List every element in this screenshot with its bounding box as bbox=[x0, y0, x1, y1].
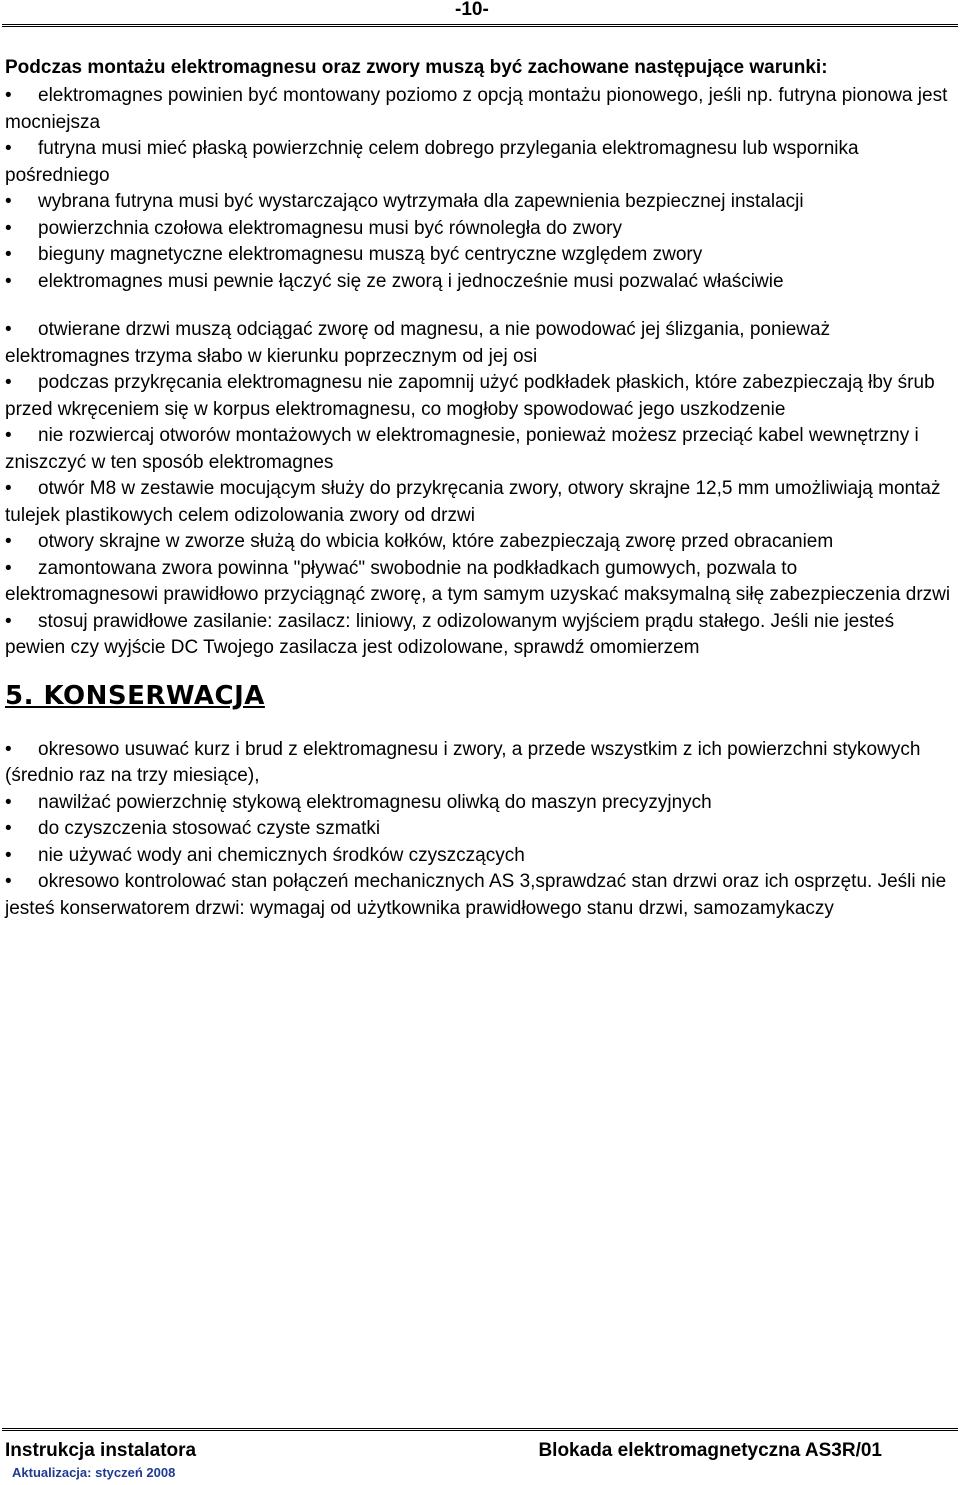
paragraph-gap bbox=[5, 295, 953, 317]
list-item-text: otwór M8 w zestawie mocującym służy do przykręcania zwory, otwory skrajne 12,5 mm umożliwiają montaż tulejek plastikowych celem odizolowania zwory od drzwi bbox=[5, 478, 941, 526]
list-item-text: do czyszczenia stosować czyste szmatki bbox=[38, 818, 381, 839]
list-item bbox=[5, 370, 953, 423]
list-item-text: okresowo usuwać kurz i brud z elektromagnesu i zwory, a przede wszystkim z ich powierzchni stykowych (średnio raz na trzy miesiące), bbox=[5, 738, 921, 786]
bullet-icon: • bbox=[5, 372, 12, 393]
list-item bbox=[5, 189, 953, 216]
bullet-icon: • bbox=[5, 244, 12, 265]
list-item-text: elektromagnes musi pewnie łączyć się ze zworą i jednocześnie musi pozwalać właściwie bbox=[38, 270, 784, 292]
bullet-icon: • bbox=[5, 217, 12, 239]
bullet-icon: • bbox=[5, 791, 12, 813]
footer-document-title: Instrukcja instalatora bbox=[5, 1440, 197, 1461]
intro-heading: Podczas montażu elektromagnesu oraz zwory muszą być zachowane następujące warunki: bbox=[5, 57, 828, 78]
list-item-text: elektromagnes powinien być montowany poziomo z opcją montażu pionowego, jeśli np. futryna pionowa jest mocniejsza bbox=[5, 85, 948, 133]
list-item-text: powierzchnia czołowa elektromagnesu musi być równoległa do zwory bbox=[38, 217, 622, 239]
list-item-text: stosuj prawidłowe zasilanie: zasilacz: liniowy, z odizolowanym wyjściem prądu stałego. Jeśli nie jesteś pewien czy wyjście DC Twojego zasilacza jest odizolowane, sprawdź omomierzem bbox=[5, 610, 895, 658]
header-divider bbox=[2, 24, 958, 27]
list-item-text: nawilżać powierzchnię stykową elektromagnesu oliwką do maszyn precyzyjnych bbox=[38, 791, 712, 813]
list-item-text: podczas przykręcania elektromagnesu nie zapomnij użyć podkładek płaskich, które zabezpieczają łby śrub przed wkręceniem się w korpus elektromagnesu, co mogłoby spowodować jego uszkodzenie bbox=[5, 372, 935, 420]
list-item bbox=[5, 737, 953, 790]
bullet-icon: • bbox=[5, 191, 12, 212]
list-item bbox=[5, 609, 953, 662]
list-item bbox=[5, 843, 953, 870]
list-item-text: zamontowana zwora powinna "pływać" swobodnie na podkładkach gumowych, pozwala to elektromagnesowi prawidłowo przyciągnąć zworę, a tym samym uzyskać maksymalną siłę zabezpieczenia drzwi bbox=[5, 557, 951, 605]
list-item-text: wybrana futryna musi być wystarczająco wytrzymała dla zapewnienia bezpiecznej instalacji bbox=[38, 191, 804, 212]
list-item bbox=[5, 269, 953, 296]
list-item bbox=[5, 869, 953, 922]
list-item-text: okresowo kontrolować stan połączeń mechanicznych AS 3,sprawdzać stan drzwi oraz ich osprzętu. Jeśli nie jesteś konserwatorem drzwi: wymagaj od użytkownika prawidłowego stanu drzwi, samozamykaczy bbox=[5, 871, 947, 919]
footer-product-name: Blokada elektromagnetyczna AS3R/01 bbox=[538, 1440, 882, 1461]
document-body bbox=[5, 55, 953, 922]
list-item bbox=[5, 216, 953, 243]
intro-list bbox=[5, 83, 953, 295]
bullet-icon: • bbox=[5, 844, 12, 866]
bullet-icon: • bbox=[5, 85, 12, 106]
list-item bbox=[5, 136, 953, 189]
bullet-icon: • bbox=[5, 818, 12, 839]
list-item bbox=[5, 529, 953, 556]
bullet-icon: • bbox=[5, 871, 12, 892]
list-item-text: nie rozwiercaj otworów montażowych w elektromagnesie, ponieważ możesz przeciąć kabel wewnętrzny i zniszczyć w ten sposób elektromagnes bbox=[5, 425, 919, 473]
list-item bbox=[5, 790, 953, 817]
footer-divider bbox=[2, 1428, 958, 1431]
bullet-icon: • bbox=[5, 425, 12, 446]
list-item-text: otwory skrajne w zworze służą do wbicia kołków, które zabezpieczają zworę przed obracaniem bbox=[38, 531, 834, 552]
bullet-icon: • bbox=[5, 270, 12, 292]
footer-update-date: Aktualizacja: styczeń 2008 bbox=[12, 1465, 176, 1480]
list-item-text: nie używać wody ani chemicznych środków czyszczących bbox=[38, 844, 525, 866]
list-item bbox=[5, 816, 953, 843]
list-item bbox=[5, 476, 953, 529]
list-item-text: bieguny magnetyczne elektromagnesu muszą być centryczne względem zwory bbox=[38, 244, 703, 265]
intro-list-continued bbox=[5, 317, 953, 662]
list-item bbox=[5, 83, 953, 136]
list-item bbox=[5, 423, 953, 476]
list-item bbox=[5, 317, 953, 370]
bullet-icon: • bbox=[5, 478, 12, 499]
list-item bbox=[5, 556, 953, 609]
list-item-text: futryna musi mieć płaską powierzchnię celem dobrego przylegania elektromagnesu lub wspornika pośredniego bbox=[5, 138, 859, 186]
bullet-icon: • bbox=[5, 531, 12, 552]
bullet-icon: • bbox=[5, 138, 12, 159]
maintenance-list bbox=[5, 737, 953, 923]
list-item-text: otwierane drzwi muszą odciągać zworę od magnesu, a nie powodować jej ślizgania, ponieważ elektromagnes trzyma słabo w kierunku poprzecznym od jej osi bbox=[5, 319, 831, 367]
list-item bbox=[5, 242, 953, 269]
bullet-icon: • bbox=[5, 738, 12, 760]
bullet-icon: • bbox=[5, 319, 12, 340]
page-number: -10- bbox=[455, 0, 489, 20]
section-heading-konserwacja: 5. KONSERWACJA bbox=[5, 680, 265, 711]
bullet-icon: • bbox=[5, 610, 12, 632]
bullet-icon: • bbox=[5, 557, 12, 579]
